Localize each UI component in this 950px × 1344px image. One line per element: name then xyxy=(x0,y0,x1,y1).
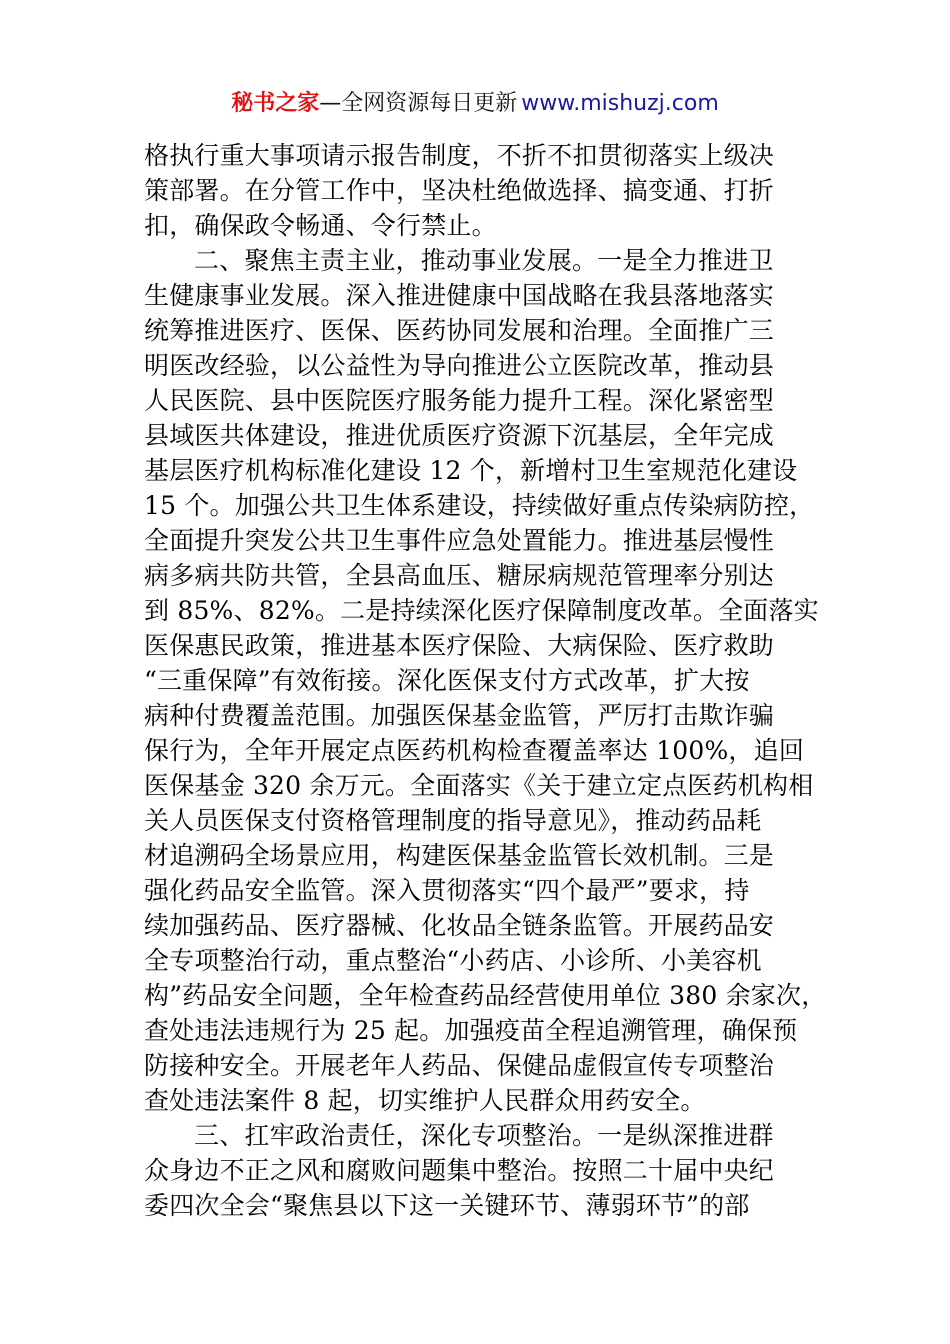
text-line: 扣，确保政令畅通、令行禁止。 xyxy=(144,211,497,240)
text-line: 基层医疗机构标准化建设 12 个，新增村卫生室规范化建设 xyxy=(144,456,798,485)
text-line: 防接种安全。开展老年人药品、保健品虚假宣传专项整治 xyxy=(144,1051,775,1080)
text-line: 强化药品安全监管。深入贯彻落实“四个最严”要求，持 xyxy=(144,876,750,905)
text-line: 查处违法案件 8 起，切实维护人民群众用药安全。 xyxy=(144,1086,706,1115)
document-body xyxy=(144,138,827,1223)
text-line: 到 85%、82%。二是持续深化医疗保障制度改革。全面落实 xyxy=(144,596,819,625)
text-line: 委四次全会“聚焦县以下这一关键环节、薄弱环节”的部 xyxy=(144,1191,750,1220)
text-line: 格执行重大事项请示报告制度，不折不扣贯彻落实上级决 xyxy=(144,141,775,170)
site-url-link[interactable]: www.mishuzj.com xyxy=(521,91,719,116)
text-line: 统筹推进医疗、医保、医药协同发展和治理。全面推广三 xyxy=(144,316,775,345)
text-line: 策部署。在分管工作中，坚决杜绝做选择、搞变通、打折 xyxy=(144,176,775,205)
text-line: 续加强药品、医疗器械、化妆品全链条监管。开展药品安 xyxy=(144,911,775,940)
paragraph-start-line: 二、聚焦主责主业，推动事业发展。一是全力推进卫 xyxy=(194,246,774,275)
text-line: 构”药品安全问题，全年检查药品经营使用单位 380 余家次， xyxy=(144,981,827,1010)
text-line: 县域医共体建设，推进优质医疗资源下沉基层，全年完成 xyxy=(144,421,775,450)
text-line: 病多病共防共管，全县高血压、糖尿病规范管理率分别达 xyxy=(144,561,775,590)
text-line: 众身边不正之风和腐败问题集中整治。按照二十届中央纪 xyxy=(144,1156,775,1185)
site-tagline: —全网资源每日更新 xyxy=(319,91,518,116)
text-line: 查处违法违规行为 25 起。加强疫苗全程追溯管理，确保预 xyxy=(144,1016,798,1045)
text-line: 人民医院、县中医院医疗服务能力提升工程。深化紧密型 xyxy=(144,386,775,415)
text-line: 全面提升突发公共卫生事件应急处置能力。推进基层慢性 xyxy=(144,526,775,555)
text-line: 15 个。加强公共卫生体系建设，持续做好重点传染病防控， xyxy=(144,491,815,520)
text-line: 医保惠民政策，推进基本医疗保险、大病保险、医疗救助 xyxy=(144,631,775,660)
text-line: 明医改经验，以公益性为导向推进公立医院改革，推动县 xyxy=(144,351,775,380)
paragraph-start-line: 三、扛牢政治责任，深化专项整治。一是纵深推进群 xyxy=(194,1121,774,1150)
text-line: 关人员医保支付资格管理制度的指导意见》，推动药品耗 xyxy=(144,806,762,835)
text-line: 病种付费覆盖范围。加强医保基金监管，严厉打击欺诈骗 xyxy=(144,701,775,730)
text-line: 生健康事业发展。深入推进健康中国战略在我县落地落实 xyxy=(144,281,775,310)
site-brand: 秘书之家 xyxy=(231,91,320,116)
text-line: 保行为，全年开展定点医药机构检查覆盖率达 100%，追回 xyxy=(144,736,805,765)
text-line: 医保基金 320 余万元。全面落实《关于建立定点医药机构相 xyxy=(144,771,814,800)
site-header xyxy=(0,88,950,120)
text-line: 材追溯码全场景应用，构建医保基金监管长效机制。三是 xyxy=(144,841,775,870)
text-line: “三重保障”有效衔接。深化医保支付方式改革，扩大按 xyxy=(144,666,750,695)
text-line: 全专项整治行动，重点整治“小药店、小诊所、小美容机 xyxy=(144,946,762,975)
